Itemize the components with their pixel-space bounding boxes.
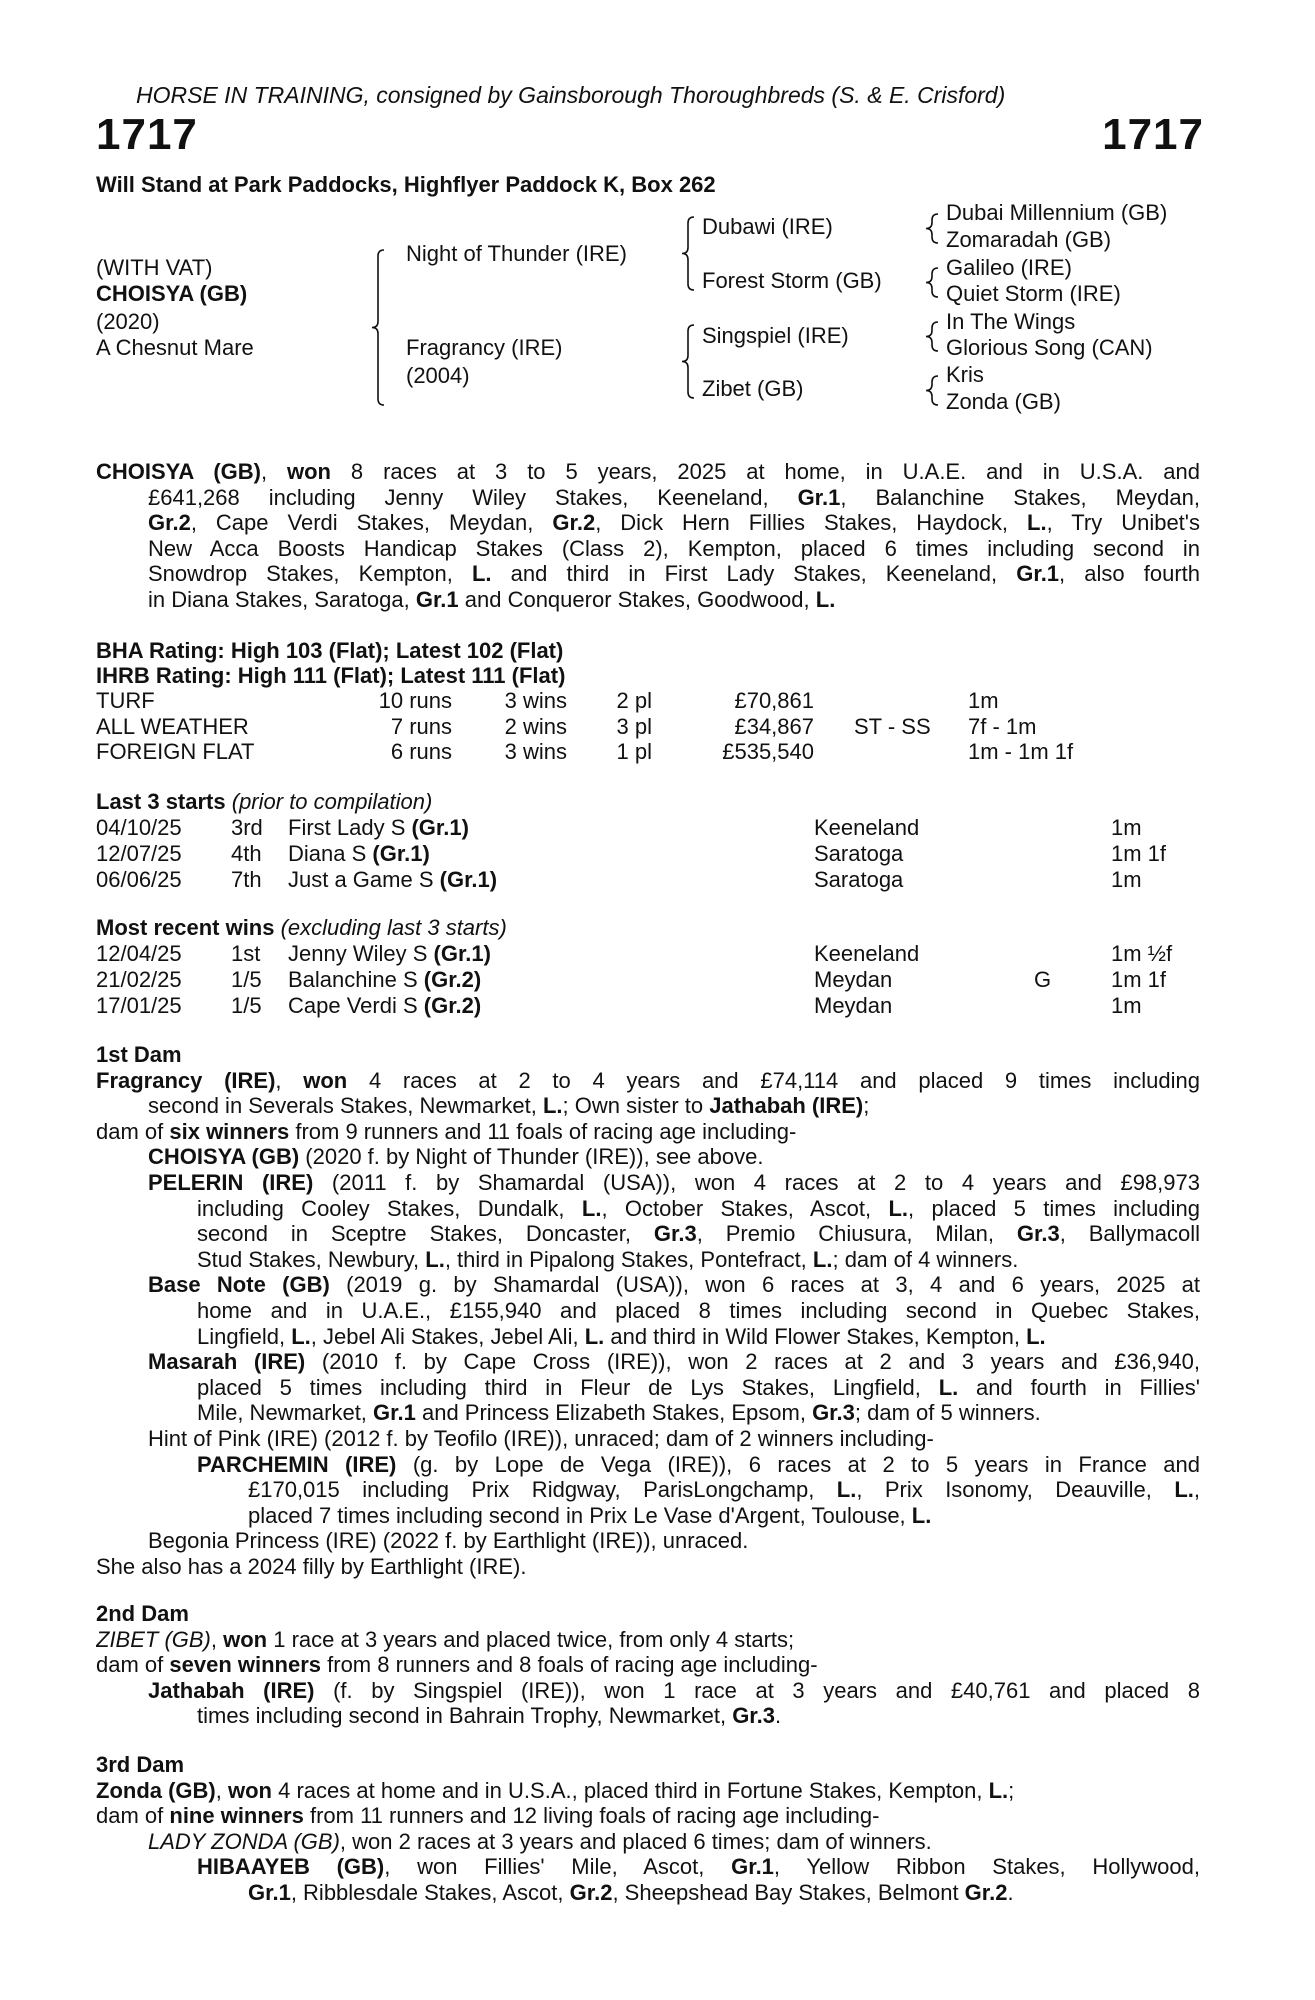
text-run: from 9 runners and 11 foals of racing age including- [289, 1118, 797, 1144]
start-pos: 7th [231, 866, 262, 892]
text-run: in Diana Stakes, Saratoga, [148, 586, 416, 612]
bold-text: Gr.1 [373, 1400, 416, 1426]
bold-text: Zonda (GB) [96, 1777, 216, 1803]
record-surface: ALL WEATHER [96, 713, 249, 739]
text-run: , Cape Verdi Stakes, Meydan, [190, 510, 553, 536]
text-run: New Acca Boosts Handicap Stakes (Class 2), Kempton, placed 6 times including second in [148, 535, 1200, 561]
race-name: First Lady S [288, 815, 412, 840]
text-run: Begonia Princess (IRE) (2022 f. by Earthlight (IRE)), unraced. [148, 1528, 749, 1554]
text-run: , third in Pipalong Stakes, Pontefract, [444, 1246, 813, 1272]
dam-sire: Singspiel (IRE) [702, 323, 849, 348]
text-line [197, 1703, 1200, 1729]
bold-text: Masarah (IRE) [148, 1349, 306, 1375]
text-line [148, 1678, 1200, 1704]
start-date: 12/04/25 [96, 941, 182, 966]
great-grandparent: In The Wings [946, 309, 1076, 334]
start-venue: Meydan [814, 966, 893, 992]
text-line [148, 1528, 1200, 1554]
sire-sire: Dubawi (IRE) [702, 214, 833, 239]
bold-text: Gr.1 [731, 1854, 774, 1880]
start-date: 04/10/25 [96, 815, 182, 840]
text-run: 8 races at 3 to 5 years, 2025 at home, in U.A.E. and in U.S.A. and [331, 459, 1200, 484]
text-line [96, 1627, 1200, 1653]
start-venue: Keeneland [814, 941, 920, 966]
bold-text: L. [938, 1374, 959, 1400]
text-line [96, 1803, 1200, 1829]
start-distance: 1m ½f [1111, 941, 1173, 966]
bold-text: L. [836, 1477, 857, 1503]
text-line [197, 1221, 1200, 1247]
start-race [288, 993, 481, 1019]
text-run: placed 5 times including third in Fleur de Lys Stakes, Lingfield, [197, 1374, 939, 1400]
start-pos: 1/5 [231, 966, 262, 992]
text-run: and fourth in Fillies' [958, 1374, 1200, 1400]
text-run: ; dam of 5 winners. [854, 1400, 1041, 1426]
text-run: , [275, 1067, 304, 1093]
bold-text: Jathabah (IRE) [148, 1677, 315, 1703]
last-starts-note: (prior to compilation) [231, 789, 433, 814]
race-grade: (Gr.1) [411, 815, 469, 840]
text-run: Hint of Pink (IRE) (2012 f. by Teofilo (IRE)), unraced; dam of 2 winners including- [148, 1425, 934, 1451]
record-prize: £535,540 [722, 739, 814, 765]
text-line [96, 1068, 1200, 1094]
text-line [148, 1272, 1200, 1298]
brace-icon [926, 322, 938, 351]
text-line [96, 1652, 1200, 1678]
great-grandparent: Zonda (GB) [946, 389, 1061, 414]
record-going: ST - SS [854, 713, 931, 739]
text-run: , Sheepshead Bay Stakes, Belmont [612, 1879, 965, 1905]
italic-text: ZIBET (GB) [96, 1626, 211, 1652]
text-run: (g. by Lope de Vega (IRE)), 6 races at 2 to 5 years in France and [396, 1451, 1200, 1477]
bold-text: L. [584, 1323, 605, 1349]
race-grade: (Gr.2) [423, 992, 482, 1018]
text-run: and third in First Lady Stakes, Keeneland, [491, 561, 1017, 587]
start-date: 17/01/25 [96, 992, 182, 1018]
text-run: . [1007, 1879, 1014, 1905]
text-run: second in Severals Stakes, Newmarket, [148, 1093, 543, 1119]
text-run: , [215, 1777, 228, 1803]
text-line [197, 1196, 1200, 1222]
text-run: Mile, Newmarket, [197, 1400, 374, 1426]
text-run: , Ballymacoll [1059, 1221, 1200, 1247]
text-line [96, 1554, 1200, 1580]
bold-text: won [223, 1626, 268, 1652]
start-distance: 1m 1f [1111, 966, 1167, 992]
bold-text: L. [581, 1195, 602, 1221]
record-wins: 3 wins [504, 739, 567, 765]
start-pos: 4th [231, 840, 262, 866]
brace-icon [682, 325, 694, 398]
text-line [148, 1170, 1200, 1196]
text-run: , Yellow Ribbon Stakes, Hollywood, [773, 1854, 1200, 1880]
text-run: 4 races at home and in U.S.A., placed third in Fortune Stakes, Kempton, [272, 1777, 989, 1803]
start-venue: Keeneland [814, 815, 920, 840]
bold-text: CHOISYA (GB) [148, 1144, 300, 1170]
text-line [148, 1093, 1200, 1119]
bold-text: Gr.1 [1016, 561, 1060, 587]
bold-text: six winners [169, 1118, 290, 1144]
record-surface: TURF [96, 688, 155, 713]
foaling-year: (2020) [96, 309, 160, 334]
section-heading: 1st Dam [96, 1042, 182, 1067]
text-line [148, 536, 1200, 562]
text-run: , Dick Hern Fillies Stakes, Haydock, [595, 510, 1027, 536]
last-starts-heading [96, 789, 432, 815]
text-line [148, 510, 1200, 536]
text-run: and Princess Elizabeth Stakes, Epsom, [415, 1400, 813, 1426]
bold-text: L. [1026, 1323, 1046, 1349]
bold-text: L. [1174, 1477, 1194, 1503]
text-run: dam of [96, 1652, 170, 1678]
bold-text: seven winners [169, 1652, 322, 1678]
text-line [248, 1503, 1200, 1529]
sire-dam: Forest Storm (GB) [702, 268, 882, 293]
start-distance: 1m [1111, 815, 1142, 840]
text-run: dam of [96, 1118, 170, 1144]
record-placed: 2 pl [616, 688, 652, 713]
italic-text: LADY ZONDA (GB) [148, 1828, 340, 1854]
bold-text: L. [911, 1502, 932, 1528]
bold-text: Gr.2 [148, 510, 191, 536]
recent-wins-note: (excluding last 3 starts) [280, 915, 507, 940]
text-run: , Prix Isonomy, Deauville, [856, 1477, 1175, 1503]
start-date: 06/06/25 [96, 866, 182, 892]
bold-text: won [303, 1067, 348, 1093]
race-name: Balanchine S [288, 966, 424, 992]
bold-text: Gr.3 [732, 1703, 775, 1729]
text-line [148, 587, 1200, 613]
bold-text: Gr.1 [248, 1879, 291, 1905]
great-grandparent: Dubai Millennium (GB) [946, 200, 1168, 225]
bold-text: PELERIN (IRE) [148, 1169, 314, 1195]
text-run: , [210, 1626, 224, 1652]
text-run: ; [1008, 1777, 1015, 1803]
text-run: , October Stakes, Ascot, [601, 1195, 889, 1221]
text-run: , [260, 459, 287, 484]
record-runs: 6 runs [390, 739, 452, 765]
bold-text: Gr.3 [812, 1400, 855, 1426]
dam-year: (2004) [406, 363, 470, 388]
text-run: and third in Wild Flower Stakes, Kempton, [604, 1323, 1027, 1349]
race-name: Jenny Wiley S [288, 941, 434, 966]
bold-text: L. [542, 1093, 563, 1119]
record-distance: 7f - 1m [968, 713, 1037, 739]
start-venue: Meydan [814, 992, 893, 1018]
text-line [96, 1119, 1200, 1145]
brace-icon [372, 250, 384, 405]
race-grade: (Gr.2) [423, 966, 482, 992]
section-heading: 2nd Dam [96, 1601, 189, 1626]
brace-icon [682, 217, 694, 290]
text-run: , [1193, 1477, 1200, 1503]
text-run: . [775, 1703, 782, 1729]
bold-text: L. [1027, 510, 1047, 536]
bold-text: L. [888, 1195, 909, 1221]
race-grade: (Gr.1) [372, 840, 430, 866]
bold-text: CHOISYA (GB) [96, 459, 261, 484]
start-race [288, 967, 481, 993]
brace-icon [926, 268, 938, 297]
record-distance: 1m - 1m 1f [968, 739, 1074, 765]
start-distance: 1m [1111, 992, 1142, 1018]
race-name: Diana S [288, 840, 373, 866]
text-line [197, 1452, 1200, 1478]
text-run: , Premio Chiusura, Milan, [696, 1221, 1017, 1247]
bold-text: Jathabah (IRE) [709, 1093, 864, 1119]
text-line [148, 1426, 1200, 1452]
text-line [148, 1144, 1200, 1170]
last-starts-title: Last 3 starts [96, 789, 226, 814]
bold-text: L. [815, 586, 836, 612]
text-run: placed 7 times including second in Prix Le Vase d'Argent, Toulouse, [248, 1502, 912, 1528]
bold-text: Gr.1 [797, 484, 841, 510]
text-line [248, 1477, 1200, 1503]
record-runs: 7 runs [390, 713, 452, 739]
text-run: from 8 runners and 8 foals of racing age including- [321, 1652, 818, 1678]
text-run: £641,268 including Jenny Wiley Stakes, Keeneland, [148, 484, 798, 510]
text-run: 4 races at 2 to 4 years and £74,114 and placed 9 times including [347, 1067, 1200, 1093]
bold-text: Base Note (GB) [148, 1272, 330, 1298]
text-run: She also has a 2024 filly by Earthlight (IRE). [96, 1553, 527, 1579]
ihrb-rating: IHRB Rating: High 111 (Flat); Latest 111 (Flat) [96, 663, 566, 688]
consignment-line: HORSE IN TRAINING, consigned by Gainsborough Thoroughbreds (S. & E. Crisford) [136, 82, 1006, 108]
great-grandparent: Zomaradah (GB) [946, 227, 1112, 252]
text-line [96, 459, 1200, 485]
start-race [288, 815, 469, 841]
lot-number-left: 1717 [96, 110, 198, 159]
lot-number-right: 1717 [1102, 110, 1204, 159]
text-line [197, 1298, 1200, 1324]
start-venue: Saratoga [814, 866, 904, 892]
text-run: home and in U.A.E., £155,940 and placed 8 times including second in Quebec Stakes, [197, 1297, 1200, 1323]
start-date: 12/07/25 [96, 840, 182, 866]
record-placed: 3 pl [616, 713, 652, 739]
start-pos: 3rd [231, 815, 263, 840]
start-going: G [1034, 966, 1052, 992]
text-line [197, 1375, 1200, 1401]
text-run: , also fourth [1059, 561, 1200, 587]
bha-rating: BHA Rating: High 103 (Flat); Latest 102 (Flat) [96, 638, 564, 663]
bold-text: L. [471, 561, 492, 587]
bold-text: won [228, 1777, 272, 1803]
start-distance: 1m [1111, 866, 1142, 892]
text-run: including Cooley Stakes, Dundalk, [197, 1195, 582, 1221]
bold-text: Gr.2 [552, 510, 596, 536]
record-runs: 10 runs [378, 688, 452, 713]
text-run: Stud Stakes, Newbury, [197, 1246, 426, 1272]
text-line [148, 561, 1200, 587]
bold-text: L. [291, 1323, 311, 1349]
text-line [197, 1324, 1200, 1350]
race-record-summary [96, 459, 1200, 613]
bold-text: PARCHEMIN (IRE) [197, 1451, 397, 1477]
bold-text: Gr.1 [415, 586, 459, 612]
vat-note: (WITH VAT) [96, 255, 213, 280]
sire: Night of Thunder (IRE) [406, 241, 627, 266]
bold-text: L. [425, 1246, 445, 1272]
race-name: Just a Game S [288, 866, 440, 892]
text-run: (2019 g. by Shamardal (USA)), won 6 races at 3, 4 and 6 years, 2025 at [329, 1272, 1200, 1298]
text-run: , won Fillies' Mile, Ascot, [384, 1854, 732, 1880]
start-race [288, 867, 497, 893]
record-wins: 2 wins [504, 713, 567, 739]
text-run: ; Own sister to [562, 1093, 710, 1119]
text-line [197, 1400, 1200, 1426]
start-race [288, 941, 491, 967]
text-run: (f. by Singspiel (IRE)), won 1 race at 3 years and £40,761 and placed 8 [314, 1677, 1200, 1703]
race-grade: (Gr.1) [433, 941, 491, 966]
text-run: ; [863, 1093, 870, 1119]
start-date: 21/02/25 [96, 966, 182, 992]
brace-icon [926, 214, 938, 243]
text-run: (2011 f. by Shamardal (USA)), won 4 races at 2 to 4 years and £98,973 [313, 1169, 1200, 1195]
record-distance: 1m [968, 688, 999, 713]
text-run: and Conqueror Stakes, Goodwood, [458, 586, 816, 612]
text-run: times including second in Bahrain Trophy, Newmarket, [197, 1703, 733, 1729]
text-line [148, 485, 1200, 511]
great-grandparent: Quiet Storm (IRE) [946, 281, 1121, 306]
bold-text: Gr.2 [569, 1879, 613, 1905]
text-run: ; dam of 4 winners. [832, 1246, 1019, 1272]
text-line [96, 1778, 1200, 1804]
record-wins: 3 wins [504, 688, 567, 713]
third-dam-section [96, 1752, 1200, 1906]
text-run: 1 race at 3 years and placed twice, from only 4 starts; [267, 1626, 795, 1652]
text-run: , placed 5 times including [908, 1195, 1200, 1221]
text-line [148, 1349, 1200, 1375]
second-dam-section [96, 1601, 1200, 1729]
text-run: Snowdrop Stakes, Kempton, [148, 561, 472, 587]
great-grandparent: Kris [946, 362, 984, 387]
record-surface: FOREIGN FLAT [96, 739, 255, 765]
bold-text: L. [812, 1246, 833, 1272]
recent-wins-title: Most recent wins [96, 915, 275, 940]
text-line [248, 1880, 1200, 1906]
text-run: (2020 f. by Night of Thunder (IRE)), see above. [299, 1144, 764, 1170]
text-run: , Ribblesdale Stakes, Ascot, [290, 1879, 570, 1905]
text-run: , Jebel Ali Stakes, Jebel Ali, [310, 1323, 585, 1349]
race-name: Cape Verdi S [288, 992, 424, 1018]
start-venue: Saratoga [814, 840, 904, 866]
dam: Fragrancy (IRE) [406, 335, 563, 360]
text-run: second in Sceptre Stakes, Doncaster, [197, 1221, 654, 1247]
record-placed: 1 pl [616, 739, 652, 765]
bold-text: Gr.3 [653, 1221, 697, 1247]
bold-text: Gr.2 [964, 1879, 1008, 1905]
start-distance: 1m 1f [1111, 840, 1167, 866]
great-grandparent: Glorious Song (CAN) [946, 335, 1153, 360]
bold-text: Gr.3 [1016, 1221, 1060, 1247]
bold-text: nine winners [169, 1803, 304, 1829]
record-prize: £70,861 [734, 688, 814, 713]
start-pos: 1st [231, 941, 261, 966]
text-line [148, 1829, 1200, 1855]
brace-icon [926, 376, 938, 405]
text-run: , Try Unibet's [1046, 510, 1200, 536]
text-run: Lingfield, [197, 1323, 292, 1349]
bold-text: HIBAAYEB (GB) [197, 1854, 385, 1880]
stabling-location: Will Stand at Park Paddocks, Highflyer Paddock K, Box 262 [96, 172, 716, 197]
record-prize: £34,867 [734, 713, 814, 739]
great-grandparent: Galileo (IRE) [946, 255, 1072, 280]
text-line [197, 1247, 1200, 1273]
dam-dam: Zibet (GB) [702, 376, 804, 401]
text-run: £170,015 including Prix Ridgway, ParisLongchamp, [248, 1477, 837, 1503]
text-run: , won 2 races at 3 years and placed 6 times; dam of winners. [339, 1828, 932, 1854]
horse-name: CHOISYA (GB) [96, 281, 248, 306]
bold-text: L. [988, 1777, 1009, 1803]
recent-wins-heading [96, 915, 507, 941]
text-run: from 11 runners and 12 living foals of racing age including- [303, 1803, 880, 1829]
race-grade: (Gr.1) [439, 866, 498, 892]
text-run: (2010 f. by Cape Cross (IRE)), won 2 races at 2 and 3 years and £36,940, [305, 1349, 1200, 1375]
section-heading: 3rd Dam [96, 1752, 185, 1777]
start-pos: 1/5 [231, 992, 262, 1018]
start-race [288, 841, 430, 867]
text-run: , Balanchine Stakes, Meydan, [840, 484, 1200, 510]
text-run: dam of [96, 1803, 170, 1829]
horse-description: A Chesnut Mare [96, 335, 254, 360]
text-line [197, 1854, 1200, 1880]
first-dam-section [96, 1042, 1200, 1579]
bold-text: Fragrancy (IRE) [96, 1067, 276, 1093]
bold-text: won [287, 459, 331, 484]
